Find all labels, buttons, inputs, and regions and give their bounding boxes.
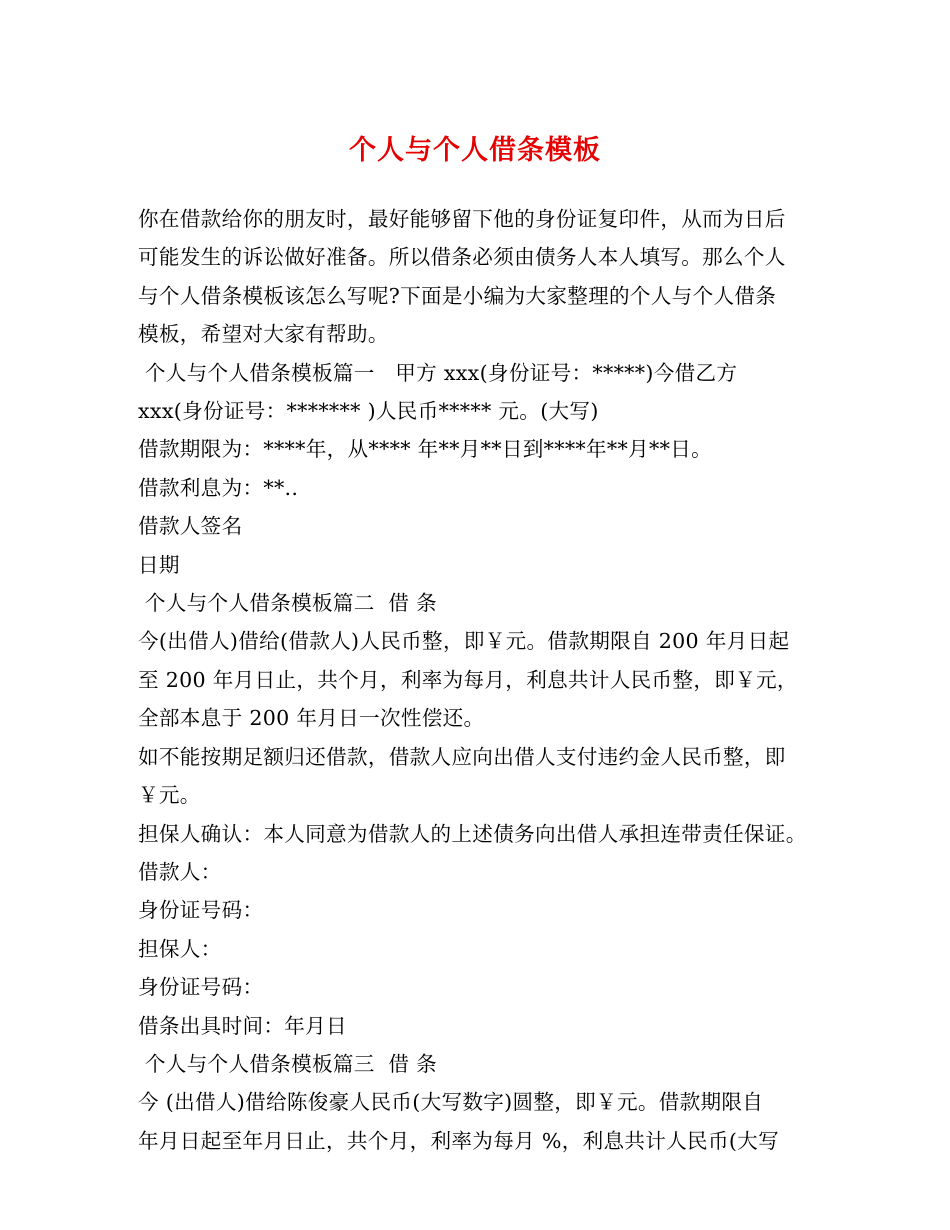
- paragraph-line: xxx(身份证号：******* )人民币***** 元。(大写): [138, 399, 599, 424]
- paragraph-line: 今 (出借人)借给陈俊豪人民币(大写数字)圆整，即￥元。借款期限自: [138, 1090, 764, 1115]
- paragraph-line: 如不能按期足额归还借款，借款人应向出借人支付违约金人民币整，即: [138, 744, 786, 769]
- document-body: [138, 200, 828, 1160]
- paragraph-line: 你在借款给你的朋友时，最好能够留下他的身份证复印件，从而为日后: [138, 207, 786, 231]
- document-title: 个人与个人借条模板: [349, 135, 601, 166]
- paragraph-line: 年月日起至年月日止，共个月，利率为每月 %，利息共计人民币(大写: [138, 1128, 779, 1153]
- paragraph-line: 今(出借人)借给(借款人)人民币整，即￥元。借款期限自 200 年月日起: [138, 629, 790, 654]
- paragraph-line: 可能发生的诉讼做好准备。所以借条必须由债务人本人填写。那么个人: [138, 245, 786, 270]
- paragraph-line: 至 200 年月日止，共个月，利率为每月，利息共计人民币整，即￥元，: [138, 667, 798, 692]
- section-heading-line: 个人与个人借条模板篇二 借 条: [138, 591, 438, 616]
- paragraph-line: 与个人借条模板该怎么写呢?下面是小编为大家整理的个人与个人借条: [138, 283, 777, 308]
- borrower-label: 借款人：: [138, 859, 222, 884]
- paragraph-line: 借款期限为：****年，从**** 年**月**日到****年**月**日。: [138, 437, 712, 462]
- paragraph-line: 借款利息为：**..: [138, 475, 299, 500]
- paragraph-line: 全部本息于 200 年月日一次性偿还。: [138, 706, 485, 731]
- signature-label: 借款人签名: [138, 514, 243, 539]
- id-number-label: 身份证号码：: [138, 898, 264, 923]
- guarantor-label: 担保人：: [138, 936, 222, 961]
- issue-date-label: 借条出具时间：年月日: [138, 1013, 347, 1038]
- section-heading-line: 个人与个人借条模板篇三 借 条: [138, 1051, 438, 1076]
- section-heading-line: 个人与个人借条模板篇一 甲方 xxx(身份证号：*****)今借乙方: [138, 360, 738, 385]
- id-number-label: 身份证号码：: [138, 975, 264, 1000]
- paragraph-line: ￥元。: [138, 783, 201, 808]
- paragraph-line: 担保人确认：本人同意为借款人的上述债务向出借人承担连带责任保证。: [138, 821, 807, 846]
- date-label: 日期: [138, 552, 180, 577]
- paragraph-line: 模板，希望对大家有帮助。: [138, 322, 389, 347]
